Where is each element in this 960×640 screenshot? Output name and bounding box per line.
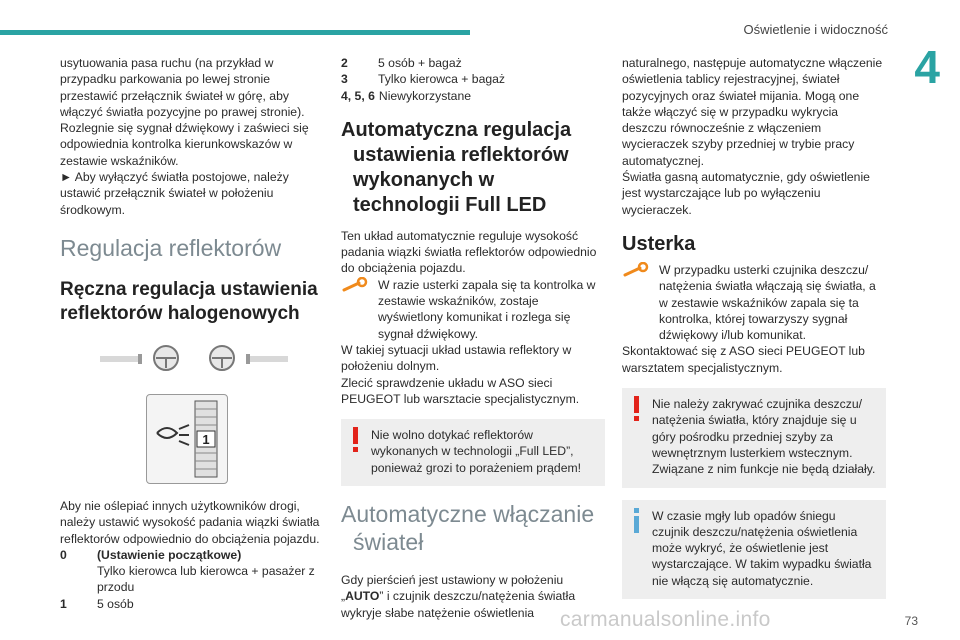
- auto-lights-paragraph: [341, 572, 605, 621]
- load-position-list-continued: [341, 55, 605, 104]
- headlamp-adjust-illustration: [60, 340, 325, 488]
- intro-paragraph: usytuowania pasa ruchu (na przykład w przypadku parkowania po lewej stronie przestawić przełącznik świateł w górę, aby włączyć światła pozycyjne po prawej stronie). Rozlegnie się sygnał dźwiękowy i zaświeci się odpowiednia kontrolka kierunkowskazów w zestawie wskaźników.: [60, 56, 309, 168]
- list-key: 1: [60, 596, 67, 611]
- fault-note: [341, 277, 605, 342]
- info-box: [622, 500, 886, 599]
- heading-full-led-adjustment: Automatyczna regulacja ustawienia reflektorów wykonanych w technologii Full LED: [341, 118, 572, 216]
- wrench-icon: [341, 277, 371, 293]
- info-icon: [630, 508, 644, 534]
- warning-text: Nie należy zakrywać czujnika deszczu/ natężenia światła, który znajduje się u góry pośrodku przedniej szyby za wewnętrznym lusterkiem wstecznym. Związane z nim funkcje nie będą działały.: [652, 397, 876, 477]
- column-1: [60, 55, 325, 612]
- after-note-paragraph-1: W takiej sytuacji układ ustawia reflektory w położeniu dolnym.: [341, 342, 572, 374]
- section-title-headlamp-adjustment: Regulacja reflektorów: [60, 234, 282, 261]
- headlamp-adjust-knob-icon: [146, 394, 228, 484]
- contact-paragraph: Skontaktować się z ASO sieci PEUGEOT lub warsztatem specjalistycznym.: [622, 344, 865, 375]
- list-item: [341, 71, 605, 87]
- list-key: 2: [341, 56, 348, 70]
- left-mirror-icon: [100, 344, 190, 372]
- list-item: [341, 88, 605, 104]
- wrench-icon: [622, 262, 652, 278]
- bullet-paragraph: ► Aby wyłączyć światła postojowe, należy ustawić przełącznik świateł w położeniu środkowym.: [60, 170, 289, 217]
- knob-number: 1: [202, 431, 210, 447]
- warning-exclamation-icon: [630, 396, 644, 422]
- list-item-text: Tylko kierowca + bagaż: [378, 72, 506, 87]
- auto-lights-continued-paragraph: naturalnego, następuje automatyczne włączenie oświetlenia tablicy rejestracyjnej, świateł pozycyjnych oraz świateł mijania. Mogą one także włączyć się w przypadku wykrycia deszczu równocześnie z włączeniem wycieraczek szyby przedniej w trybie pracy automatycznej.: [622, 56, 883, 168]
- auto-lights-text-b: ” i czujnik deszczu/natężenia światła wykryje słabe natężenie oświetlenia: [341, 589, 576, 620]
- list-item-text: 5 osób: [97, 596, 134, 611]
- warning-exclamation-icon: [349, 427, 363, 453]
- column-2: [341, 55, 605, 621]
- auto-lights-text-a: Gdy pierścień jest ustawiony w położeniu „: [341, 573, 564, 604]
- section-title-auto-lights: Automatyczne włączanie świateł: [341, 501, 595, 556]
- subsection-title-manual-adjustment: Ręczna regulacja ustawienia reflektorów halogenowych: [60, 278, 318, 324]
- info-text: W czasie mgły lub opadów śniegu czujnik deszczu/natężenia oświetlenia może wykryć, że oświetlenie jest wystarczające. W takim wypadku światła nie włączą się automatycznie.: [652, 508, 872, 588]
- fault-note-text: W razie usterki zapala się ta kontrolka w zestawie wskaźników, zostaje wyświetlony komunikat i rozlega się sygnał dźwiękowy.: [378, 277, 596, 341]
- list-item-text: Tylko kierowca lub kierowca + pasażer z przodu: [97, 564, 315, 595]
- list-item-text: 5 osób + bagaż: [378, 56, 462, 70]
- list-key: 3: [341, 72, 348, 87]
- warning-text: Nie wolno dotykać reflektorów wykonanych w technologii „Full LED”, ponieważ grozi to porażeniem prądem!: [371, 428, 582, 475]
- page-number: 73: [904, 614, 918, 628]
- after-note-paragraph-2: Zlecić sprawdzenie układu w ASO sieci PEUGEOT lub warsztacie specjalistycznym.: [341, 375, 580, 406]
- load-paragraph: Aby nie oślepiać innych użytkowników drogi, należy ustawić wysokość padania wiązki światła reflektorów odpowiednio do obciążenia pojazdu.: [60, 498, 320, 546]
- sensor-fault-note-text: W przypadku usterki czujnika deszczu/ natężenia światła włączają się światła, a w zestawie wskaźników zapala się ta kontrolka, której towarzyszy sygnał dźwiękowy i/lub komunikat.: [659, 262, 876, 343]
- full-led-paragraph: Ten układ automatycznie reguluje wysokość padania wiązki światła reflektorów odpowiednio do obciążenia pojazdu.: [341, 228, 597, 276]
- column-3: [622, 55, 886, 611]
- sensor-fault-note: [622, 262, 886, 343]
- header-accent-bar: [0, 30, 470, 35]
- watermark: carmanualsonline.info: [560, 608, 771, 631]
- load-position-list: [60, 547, 325, 612]
- warning-box: [341, 419, 605, 486]
- page-header-title: Oświetlenie i widoczność: [743, 22, 888, 37]
- lights-off-paragraph: Światła gasną automatycznie, gdy oświetlenie jest wystarczające lub po wyłączeniu wycieraczek.: [622, 170, 870, 217]
- list-key: 0: [60, 547, 67, 562]
- warning-box: [622, 388, 886, 487]
- heading-fault: Usterka: [622, 232, 696, 255]
- list-item: [341, 55, 605, 71]
- list-item: [60, 596, 325, 612]
- auto-label: AUTO: [345, 589, 380, 604]
- list-item: [60, 547, 325, 596]
- list-key: 4, 5, 6: [341, 88, 375, 103]
- chapter-number: 4: [914, 41, 940, 93]
- list-item-title: (Ustawienie początkowe): [97, 547, 242, 562]
- right-mirror-icon: [198, 344, 288, 372]
- list-item-text: Niewykorzystane: [378, 88, 472, 103]
